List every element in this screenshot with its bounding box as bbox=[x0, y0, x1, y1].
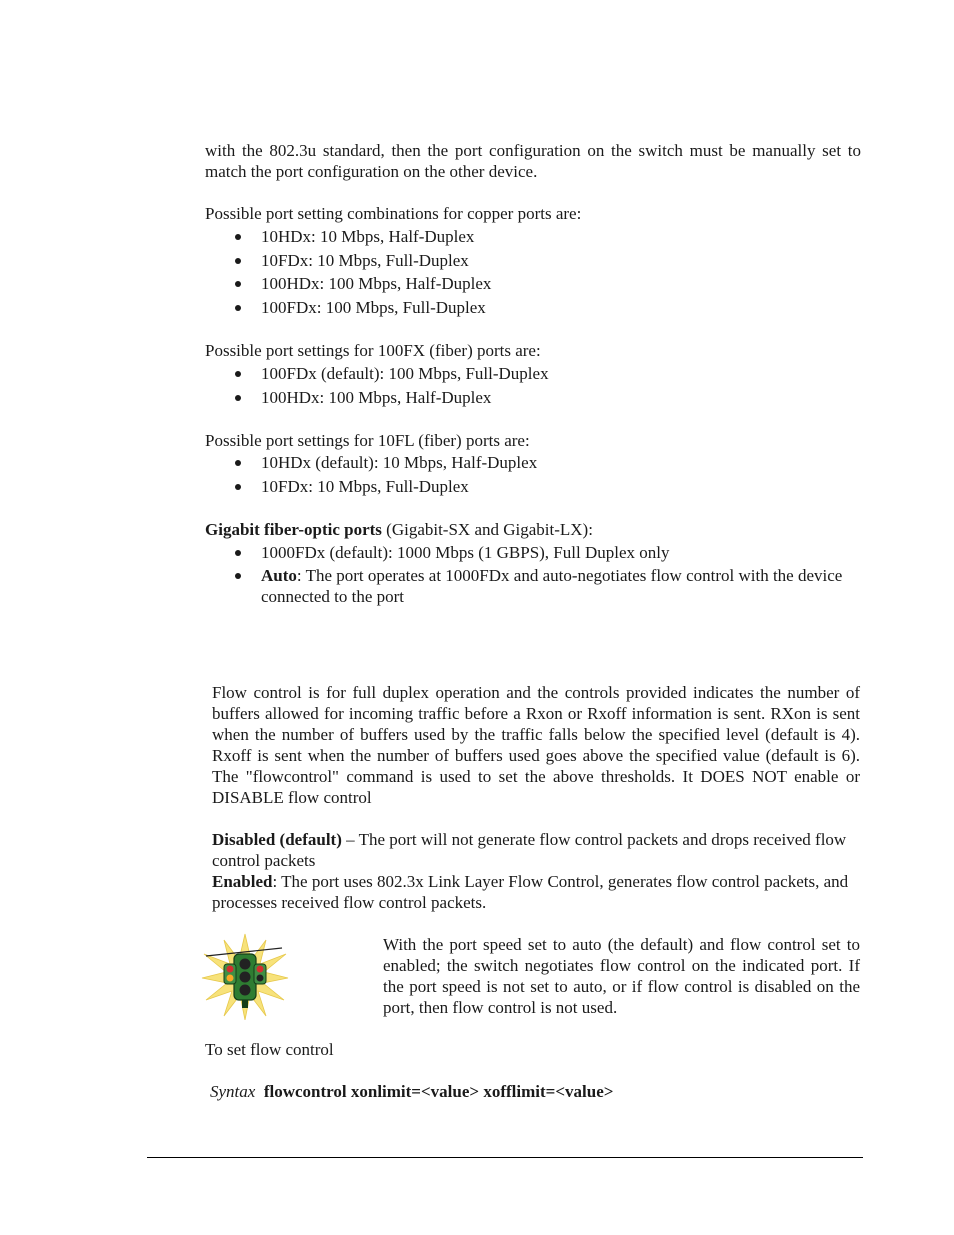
syntax-label: Syntax bbox=[210, 1082, 256, 1101]
syntax-command: flowcontrol xonlimit=<value> xofflimit=<value> bbox=[263, 1082, 614, 1101]
copper-heading: Possible port setting combinations for copper ports are: bbox=[205, 204, 582, 223]
list-item: 100HDx: 100 Mbps, Half-Duplex bbox=[205, 273, 861, 297]
gigabit-list bbox=[205, 542, 845, 607]
traffic-light-icon bbox=[200, 932, 290, 1020]
list-item: 100HDx: 100 Mbps, Half-Duplex bbox=[205, 387, 861, 411]
list-item bbox=[205, 565, 845, 607]
disabled-text: – The port will not generate flow control packets and drops received flow control packets bbox=[212, 830, 847, 870]
list-item: 10HDx: 10 Mbps, Half-Duplex bbox=[205, 226, 861, 250]
list-item: 100FDx (default): 100 Mbps, Full-Duplex bbox=[205, 363, 861, 387]
list-item: 10HDx (default): 10 Mbps, Half-Duplex bbox=[205, 452, 861, 476]
enabled-description bbox=[212, 871, 860, 913]
fl-list bbox=[205, 452, 861, 499]
auto-description: : The port operates at 1000FDx and auto-negotiates flow control with the device connected to the port bbox=[261, 566, 843, 606]
fx-heading: Possible port settings for 100FX (fiber) ports are: bbox=[205, 341, 541, 360]
intro-paragraph: with the 802.3u standard, then the port configuration on the switch must be manually set to match the port configuration on the other device. bbox=[205, 141, 861, 181]
flow-control-paragraph: Flow control is for full duplex operation and the controls provided indicates the number of buffers allowed for incoming traffic before a Rxon or Rxoff information is sent. RXon is sent when the number of buffers used by the traffic falls below the specified level (default is 4). Rxoff is sent when the number of buffers used goes above the specified value (default is 6). The "flowcontrol" command is used to set the above thresholds. It DOES NOT enable or DISABLE flow control bbox=[212, 683, 860, 807]
set-flow-control-text: To set flow control bbox=[205, 1040, 334, 1059]
disabled-label: Disabled (default) bbox=[212, 830, 342, 849]
fx-list bbox=[205, 363, 861, 410]
gigabit-heading-bold: Gigabit fiber-optic ports bbox=[205, 520, 382, 539]
footer-rule bbox=[147, 1157, 863, 1158]
list-item: 100FDx: 100 Mbps, Full-Duplex bbox=[205, 297, 861, 321]
list-item: 1000FDx (default): 1000 Mbps (1 GBPS), Full Duplex only bbox=[205, 542, 845, 563]
list-item: 10FDx: 10 Mbps, Full-Duplex bbox=[205, 250, 861, 274]
gigabit-heading bbox=[205, 519, 861, 540]
enabled-label: Enabled bbox=[212, 872, 273, 891]
enabled-text: : The port uses 802.3x Link Layer Flow Control, generates flow control packets, and processes received flow control packets. bbox=[212, 872, 849, 912]
gigabit-heading-rest: (Gigabit-SX and Gigabit-LX): bbox=[381, 520, 593, 539]
syntax-line bbox=[210, 1081, 866, 1102]
disabled-description bbox=[212, 829, 860, 871]
fl-heading: Possible port settings for 10FL (fiber) ports are: bbox=[205, 431, 530, 450]
auto-label: Auto bbox=[261, 566, 297, 585]
copper-list bbox=[205, 226, 861, 320]
list-item: 10FDx: 10 Mbps, Full-Duplex bbox=[205, 476, 861, 500]
tip-text: With the port speed set to auto (the default) and flow control set to enabled; the switch negotiates flow control on the indicated port. If the port speed is not set to auto, or if flow control is disabled on the port, then flow control is not used. bbox=[383, 935, 860, 1017]
